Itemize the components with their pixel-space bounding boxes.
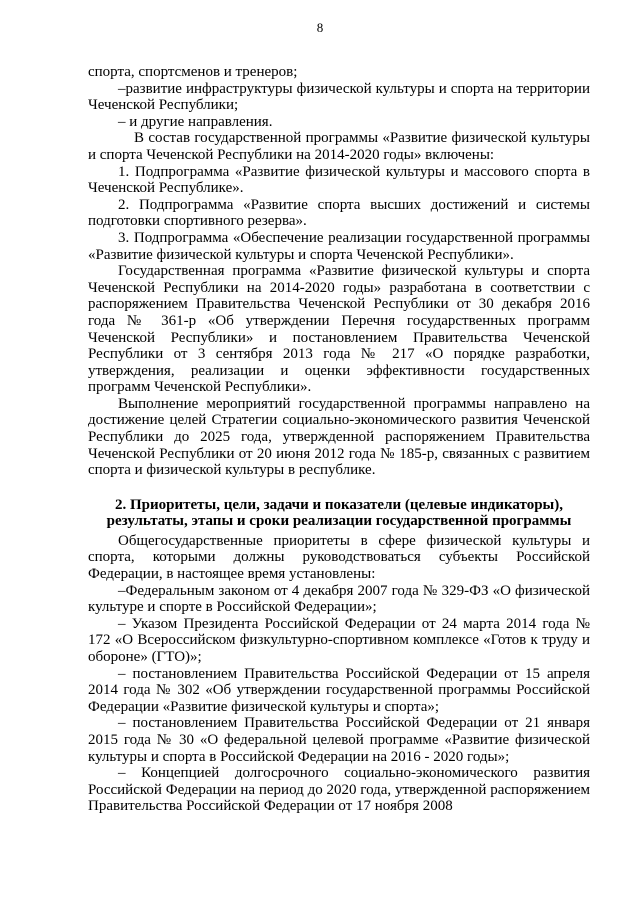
paragraph: Государственная программа «Развитие физической культуры и спорта Чеченской Республики на 2014-2020 годы» разработана в соответствии с распоряжением Правительства Чеченской Республики от 30 декабря 2016 года № 361-р «Об утверждении Перечня государственных программ Чеченской Республики» и постановлением Правительства Чеченской Республики от 3 сентября 2013 года № 217 «О порядке разработки, утверждения, реализации и оценки эффективности государственных программ Чеченской Республики». xyxy=(88,263,590,396)
paragraph: 3. Подпрограмма «Обеспечение реализации государственной программы «Развитие физической культуры и спорта Чеченской Республики». xyxy=(88,229,590,263)
paragraph: – Концепцией долгосрочного социально-экономического развития Российской Федерации на период до 2020 года, утвержденной распоряжением Правительства Российской Федерации от 17 ноября 2008 xyxy=(88,765,590,815)
paragraph: 1. Подпрограмма «Развитие физической культуры и массового спорта в Чеченской Республике». xyxy=(88,163,590,197)
paragraph: В состав государственной программы «Развитие физической культуры и спорта Чеченской Республики на 2014-2020 годы» включены: xyxy=(88,130,590,163)
paragraphs-top xyxy=(88,64,590,479)
paragraphs-bottom xyxy=(88,533,590,815)
section-heading-line: результаты, этапы и сроки реализации государственной программы xyxy=(106,512,572,529)
document-body xyxy=(88,64,590,815)
paragraph: –развитие инфраструктуры физической культуры и спорта на территории Чеченской Республики; xyxy=(88,80,590,114)
page-number: 8 xyxy=(316,20,324,35)
paragraph: – постановлением Правительства Российской Федерации от 21 января 2015 года № 30 «О федеральной целевой программе «Развитие физической культуры и спорта в Российской Федерации на 2016 - 2020 годы»; xyxy=(88,715,590,765)
section-heading-line: 2. Приоритеты, цели, задачи и показатели (целевые индикаторы), xyxy=(115,496,563,513)
paragraph: спорта, спортсменов и тренеров; xyxy=(88,64,298,80)
paragraph: 2. Подпрограмма «Развитие спорта высших достижений и системы подготовки спортивного резерва». xyxy=(88,196,590,230)
paragraph: Общегосударственные приоритеты в сфере физической культуры и спорта, которыми должны руководствоваться субъекты Российской Федерации, в настоящее время установлены: xyxy=(88,532,590,583)
paragraph: – Указом Президента Российской Федерации от 24 марта 2014 года № 172 «О Всероссийском физкультурно-спортивном комплексе «Готов к труду и обороне» (ГТО)»; xyxy=(88,615,590,665)
paragraph: Выполнение мероприятий государственной программы направлено на достижение целей Стратегии социально-экономического развития Чеченской Республики до 2025 года, утвержденной распоряжением Правительства Чеченской Республики от 20 июня 2012 года № 185-р, связанных с развитием спорта и физической культуры в республике. xyxy=(88,395,590,479)
paragraph: – постановлением Правительства Российской Федерации от 15 апреля 2014 года № 302 «Об утверждении государственной программы Российской Федерации «Развитие физической культуры и спорта»; xyxy=(88,665,590,715)
paragraph: – и другие направления. xyxy=(118,113,273,130)
section-heading xyxy=(88,497,590,529)
paragraph: –Федеральным законом от 4 декабря 2007 года № 329-ФЗ «О физической культуре и спорте в Российской Федерации»; xyxy=(88,582,590,616)
